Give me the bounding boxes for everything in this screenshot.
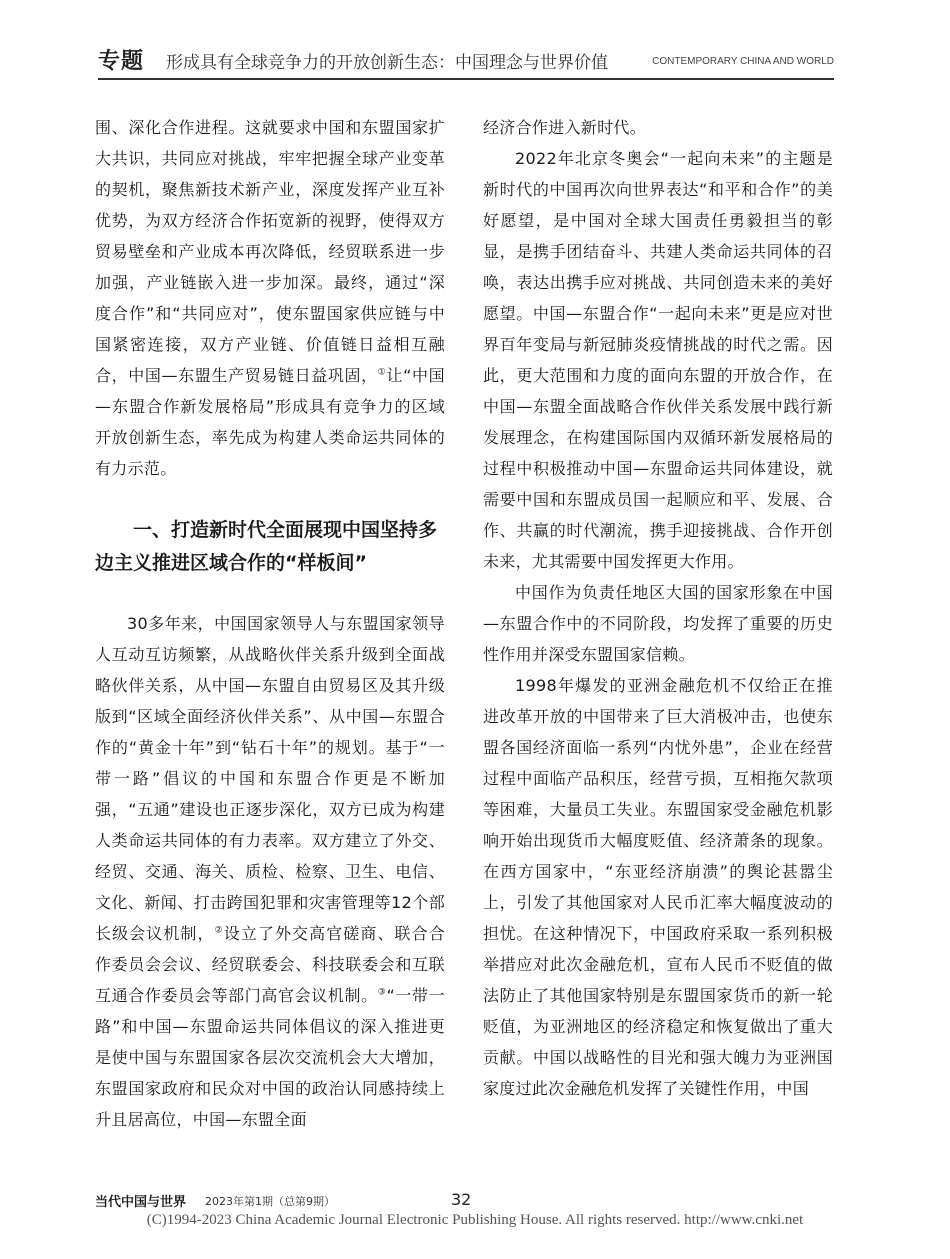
copyright-notice: (C)1994-2023 China Academic Journal Electronic Publishing House. All rights reserved. http://www.cnki.net <box>146 1212 804 1228</box>
paragraph: 1998年爆发的亚洲金融危机不仅给正在推进改革开放的中国带来了巨大消极冲击，也使东盟各国经济面临一系列“内忧外患”，企业在经营过程中面临产品积压，经营亏损，互相拖欠款项等困难，大量员工失业。东盟国家受金融危机影响开始出现货币大幅度贬值、经济萧条的现象。在西方国家中，“东亚经济崩溃”的舆论甚嚣尘上，引发了其他国家对人民币汇率大幅度波动的担忧。在这种情况下，中国政府采取一系列积极举措应对此次金融危机，宣布人民币不贬值的做法防止了其他国家特别是东盟国家货币的新一轮贬值，为亚洲地区的经济稳定和恢复做出了重大贡献。中国以战略性的目光和强大魄力为亚洲国家度过此次金融危机发挥了关键性作用，中国 <box>483 676 833 1098</box>
paragraph <box>95 112 445 484</box>
footnote-ref[interactable]: ② <box>214 925 224 936</box>
footnote-ref[interactable]: ① <box>377 367 387 378</box>
running-title: 形成具有全球竞争力的开放创新生态：中国理念与世界价值 <box>166 53 608 73</box>
paragraph-text: 让“中国—东盟合作新发展格局”形成具有竞争力的区域开放创新生态，率先成为构建人类命运共同体的有力示范。 <box>95 366 445 478</box>
issue-info: 2023年第1期（总第9期） <box>205 1195 335 1208</box>
paragraph <box>95 608 445 1135</box>
footnote-ref[interactable]: ③ <box>377 987 387 998</box>
journal-english-name: CONTEMPORARY CHINA AND WORLD <box>652 56 834 67</box>
paragraph-text: 设立了外交高官磋商、联合合作委员会会议、经贸联委会、科技联委会和互联互通合作委员会等部门高官会议机制。 <box>95 924 446 1005</box>
page-header <box>98 42 834 78</box>
paragraph-text: “一带一路”和中国—东盟命运共同体倡议的深入推进更是使中国与东盟国家各层次交流机会大大增加，东盟国家政府和民众对中国的政治认同感持续上升且居高位，中国—东盟全面 <box>95 986 445 1129</box>
paragraph: 中国作为负责任地区大国的国家形象在中国—东盟合作中的不同阶段，均发挥了重要的历史性作用并深受东盟国家信赖。 <box>483 583 833 664</box>
paragraph: 经济合作进入新时代。 <box>483 118 647 137</box>
paragraph-text: 围、深化合作进程。这就要求中国和东盟国家扩大共识，共同应对挑战，牢牢把握全球产业变革的契机，聚焦新技术新产业，深度发挥产业互补优势，为双方经济合作拓宽新的视野，使得双方贸易壁垒和产业成本再次降低，经贸联系进一步加强，产业链嵌入进一步加深。最终，通过“深度合作”和“共同应对”，使东盟国家供应链与中国紧密连接，双方产业链、价值链日益相互融合，中国—东盟生产贸易链日益巩固， <box>95 118 445 385</box>
page-footer <box>95 1190 835 1212</box>
page-number: 32 <box>451 1190 472 1209</box>
paragraph: 2022年北京冬奥会“一起向未来”的主题是新时代的中国再次向世界表达“和平和合作”的美好愿望，是中国对全球大国责任勇毅担当的彰显，是携手团结奋斗、共建人类命运共同体的召唤，表达出携手应对挑战、共同创造未来的美好愿望。中国—东盟合作“一起向未来”更是应对世界百年变局与新冠肺炎疫情挑战的时代之需。因此，更大范围和力度的面向东盟的开放合作，在中国—东盟全面战略合作伙伴关系发展中践行新发展理念，在构建国际国内双循环新发展格局的过程中积极推动中国—东盟命运共同体建设，就需要中国和东盟成员国一起顺应和平、发展、合作、共赢的时代潮流，携手迎接挑战、合作开创未来，尤其需要中国发挥更大作用。 <box>483 149 833 571</box>
left-column <box>95 112 445 1135</box>
section-heading: 一、打造新时代全面展现中国坚持多边主义推进区域合作的“样板间” <box>95 519 438 574</box>
header-divider <box>98 78 834 80</box>
paragraph-text: 30多年来，中国国家领导人与东盟国家领导人互动互访频繁，从战略伙伴关系升级到全面战略伙伴关系，从中国—东盟自由贸易区及其升级版到“区域全面经济伙伴关系”、从中国—东盟合作的“黄金十年”到“钻石十年”的规划。基于“一带一路”倡议的中国和东盟合作更是不断加强，“五通”建设也正逐步深化，双方已成为构建人类命运共同体的有力表率。双方建立了外交、经贸、交通、海关、质检、检察、卫生、电信、文化、新闻、打击跨国犯罪和灾害管理等12个部长级会议机制， <box>95 614 445 943</box>
right-column <box>483 112 833 1104</box>
magazine-name: 当代中国与世界 <box>95 1195 187 1210</box>
section-tag: 专题 <box>98 49 145 74</box>
